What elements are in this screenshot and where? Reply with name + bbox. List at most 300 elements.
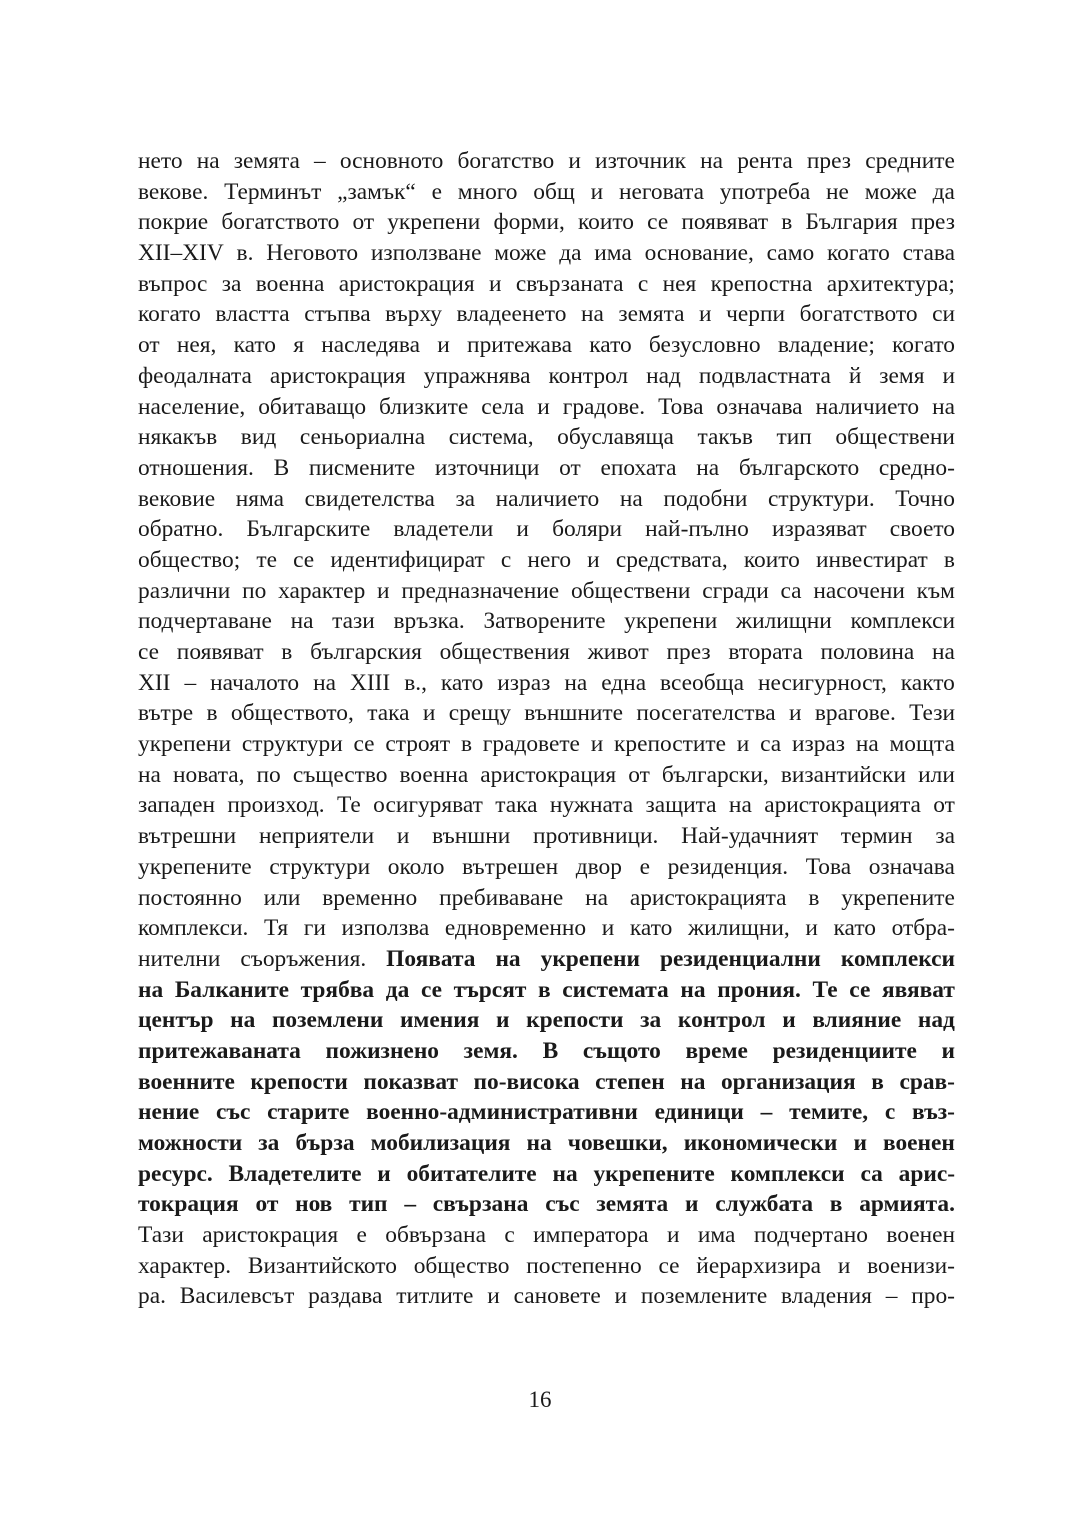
word: Това bbox=[658, 393, 704, 420]
word: такъв bbox=[697, 424, 753, 451]
word: ра. bbox=[138, 1283, 166, 1310]
word: към bbox=[916, 577, 955, 604]
word: и bbox=[377, 1160, 391, 1187]
word: свидетелства bbox=[304, 485, 435, 512]
text-line bbox=[138, 238, 955, 269]
word: архитектура; bbox=[826, 270, 955, 297]
word: жилищни bbox=[735, 608, 832, 635]
word: вид bbox=[240, 424, 277, 451]
body-text bbox=[138, 146, 955, 1312]
word: военен bbox=[883, 1130, 955, 1156]
word: бърза bbox=[295, 1130, 355, 1156]
word: е bbox=[639, 853, 650, 880]
text-line bbox=[138, 545, 955, 576]
word: си bbox=[932, 301, 955, 328]
word: Балканите bbox=[174, 976, 289, 1003]
word: структури bbox=[241, 731, 343, 758]
word: някакъв bbox=[138, 424, 218, 451]
word: нея, bbox=[176, 332, 217, 359]
word: на bbox=[230, 1007, 256, 1034]
word: живот bbox=[587, 639, 649, 665]
word: укрепените bbox=[138, 853, 252, 880]
word: най-пълно bbox=[645, 516, 749, 543]
word: комплекси bbox=[730, 1160, 845, 1187]
text-line bbox=[138, 698, 955, 729]
word: й bbox=[848, 362, 862, 389]
word: на bbox=[552, 1160, 578, 1187]
word: на bbox=[495, 945, 521, 972]
text-line bbox=[138, 883, 955, 914]
word: своето bbox=[889, 516, 955, 543]
word: вътре bbox=[138, 700, 194, 727]
word: и bbox=[587, 546, 600, 573]
word: от bbox=[559, 454, 581, 481]
word: нение bbox=[138, 1099, 200, 1126]
word: раздава bbox=[308, 1283, 383, 1310]
word: произход. bbox=[227, 792, 325, 819]
word: пребиваване bbox=[439, 884, 564, 911]
word: йерархизира bbox=[696, 1252, 822, 1279]
word: военна bbox=[399, 761, 469, 788]
word: притежаваната bbox=[138, 1037, 301, 1064]
word: сеньориална bbox=[299, 424, 426, 451]
word: българското bbox=[738, 454, 860, 481]
word: аристокрацията bbox=[629, 884, 787, 911]
word: земята bbox=[233, 148, 300, 174]
text-line bbox=[138, 852, 955, 883]
word: старите bbox=[267, 1099, 350, 1126]
word: военен bbox=[886, 1222, 955, 1249]
text-line bbox=[138, 1281, 955, 1312]
word: така bbox=[367, 700, 410, 727]
word: на bbox=[932, 639, 955, 665]
word: за bbox=[221, 270, 242, 297]
word: да bbox=[385, 976, 410, 1003]
word: богатството bbox=[221, 209, 340, 236]
word: и bbox=[377, 577, 390, 604]
word: резиденциите bbox=[772, 1037, 917, 1064]
text-line bbox=[138, 453, 955, 484]
word: и bbox=[568, 148, 581, 174]
word: тази bbox=[332, 608, 375, 635]
word: и bbox=[788, 700, 802, 727]
word: и bbox=[601, 915, 615, 942]
word: поземлени bbox=[271, 1007, 384, 1034]
word: средните bbox=[865, 148, 955, 174]
word: със bbox=[215, 1099, 251, 1126]
word: се bbox=[420, 976, 443, 1003]
word: които bbox=[578, 209, 634, 236]
text-line bbox=[138, 606, 955, 637]
word: постепенно bbox=[526, 1252, 642, 1279]
word: упражнява bbox=[423, 362, 531, 389]
word: израз bbox=[497, 669, 551, 696]
word: крепости bbox=[526, 1007, 624, 1034]
word: форми, bbox=[493, 209, 565, 236]
word: мобилизация bbox=[370, 1130, 511, 1156]
word: и bbox=[837, 1252, 851, 1279]
text-line bbox=[138, 576, 955, 607]
word: и bbox=[590, 731, 604, 758]
word: основното bbox=[339, 148, 444, 174]
word: рента bbox=[737, 148, 793, 174]
word: структури. bbox=[768, 485, 875, 512]
word: нов bbox=[295, 1191, 333, 1218]
word: основание, bbox=[644, 240, 754, 267]
word: те bbox=[256, 546, 277, 573]
word: да bbox=[932, 178, 955, 205]
word: се bbox=[658, 1252, 680, 1279]
word: не bbox=[826, 178, 849, 205]
word: градовете bbox=[482, 731, 580, 758]
word: военно-административни bbox=[366, 1099, 638, 1126]
word: изразяват bbox=[772, 516, 867, 543]
word: с bbox=[884, 1099, 896, 1126]
word: Затворените bbox=[483, 608, 606, 635]
word: са bbox=[760, 731, 782, 758]
word: комплекси. bbox=[138, 915, 249, 942]
word: израз bbox=[791, 731, 846, 758]
word: система, bbox=[448, 424, 534, 451]
word: от bbox=[255, 1191, 279, 1218]
word: про- bbox=[911, 1283, 955, 1310]
word: на bbox=[526, 1130, 552, 1156]
word: сановете bbox=[513, 1283, 601, 1310]
word: икономически bbox=[683, 1130, 838, 1156]
word: общество bbox=[413, 1252, 510, 1279]
word: инвестират bbox=[815, 546, 928, 573]
word: характер. bbox=[138, 1252, 232, 1279]
word: на bbox=[619, 485, 643, 512]
word: Българските bbox=[246, 516, 371, 543]
word: така bbox=[495, 792, 538, 819]
word: нужната bbox=[549, 792, 634, 819]
word: и bbox=[487, 1283, 500, 1310]
word: византийски bbox=[780, 761, 907, 788]
word: на bbox=[313, 669, 336, 696]
word: в. bbox=[236, 240, 254, 267]
word: структури bbox=[269, 853, 371, 880]
word: градове. bbox=[562, 393, 646, 420]
word: или bbox=[918, 761, 955, 788]
word: общ bbox=[533, 178, 575, 205]
word: въпрос bbox=[138, 270, 208, 297]
word: използва bbox=[341, 915, 430, 942]
word: население, bbox=[138, 393, 246, 420]
word: България bbox=[805, 209, 898, 236]
word: отношения. bbox=[138, 454, 254, 481]
text-line-bold bbox=[138, 1189, 955, 1220]
word: нея bbox=[662, 270, 697, 297]
word: укрепените bbox=[841, 884, 955, 911]
word: владения bbox=[781, 1283, 872, 1310]
word: западен bbox=[138, 792, 216, 819]
word: укрепени bbox=[138, 731, 232, 758]
word: контрол bbox=[548, 362, 629, 389]
word: противници. bbox=[533, 823, 659, 850]
word: появяват bbox=[176, 639, 264, 665]
word: военните bbox=[138, 1068, 235, 1095]
word: системата bbox=[562, 976, 669, 1003]
word: идентифицират bbox=[330, 546, 485, 573]
word: са bbox=[780, 577, 802, 604]
word: властта bbox=[215, 301, 290, 328]
word: Това bbox=[805, 853, 852, 880]
word: в bbox=[943, 546, 955, 573]
word: или bbox=[263, 884, 301, 911]
word: Тази bbox=[138, 1222, 184, 1249]
word: императора bbox=[533, 1222, 649, 1249]
word: пожизнено bbox=[325, 1037, 439, 1064]
word: укрепени bbox=[540, 945, 641, 972]
word: обитателите bbox=[406, 1160, 537, 1187]
word: като bbox=[833, 915, 876, 942]
word: вековие bbox=[138, 485, 216, 512]
word: въз- bbox=[912, 1099, 955, 1126]
word: обитаващо bbox=[258, 393, 367, 420]
word: владеенето bbox=[456, 301, 567, 328]
word: може bbox=[494, 240, 547, 267]
word: използване bbox=[370, 240, 482, 267]
word: над bbox=[917, 1007, 955, 1034]
word: над bbox=[646, 362, 681, 389]
word: като bbox=[233, 332, 276, 359]
word: е bbox=[356, 1222, 367, 1249]
word: я bbox=[293, 332, 304, 359]
word: Най-удачният bbox=[681, 823, 819, 850]
word: подчертано bbox=[753, 1222, 868, 1249]
word: новата, bbox=[172, 761, 245, 788]
word: с bbox=[637, 270, 649, 297]
text-line bbox=[138, 913, 955, 944]
word: началото bbox=[210, 669, 300, 696]
word: черпи bbox=[726, 301, 786, 328]
word: мощта bbox=[889, 731, 955, 758]
word: Тези bbox=[909, 700, 955, 727]
word: може bbox=[864, 178, 917, 205]
word: притежава bbox=[467, 332, 573, 359]
word: и bbox=[666, 1222, 680, 1249]
text-line-bold bbox=[138, 1128, 955, 1159]
text-line-bold bbox=[138, 1159, 955, 1190]
word: само bbox=[766, 240, 815, 267]
word: в bbox=[460, 731, 472, 758]
word: обвързана bbox=[385, 1222, 486, 1249]
word: контрол bbox=[677, 1007, 766, 1034]
word: както bbox=[900, 669, 955, 696]
word: аристокрация bbox=[202, 1222, 339, 1249]
text-line bbox=[138, 637, 955, 668]
word: средно- bbox=[878, 454, 955, 481]
word: и bbox=[805, 915, 818, 942]
word: и bbox=[684, 1191, 699, 1218]
word: Терминът bbox=[224, 178, 322, 205]
word: в bbox=[281, 639, 293, 665]
word: комплекси bbox=[840, 945, 955, 972]
word: има bbox=[697, 1222, 736, 1249]
word: резиденциални bbox=[660, 945, 821, 972]
word: земята bbox=[618, 301, 685, 328]
text-line bbox=[138, 361, 955, 392]
word: наличието bbox=[815, 393, 920, 420]
word: в., bbox=[404, 669, 427, 696]
word: Василевсът bbox=[179, 1283, 295, 1310]
word: Те bbox=[812, 976, 838, 1003]
word: аристокрация bbox=[269, 362, 406, 389]
word: като bbox=[629, 915, 673, 942]
word: писмените bbox=[308, 454, 416, 481]
word: външни bbox=[432, 823, 511, 850]
word: по-висока bbox=[473, 1068, 580, 1095]
word: подчертаване bbox=[138, 608, 272, 635]
text-line bbox=[138, 760, 955, 791]
word: покрие bbox=[138, 209, 209, 236]
word: през bbox=[806, 148, 852, 174]
word: влияние bbox=[812, 1007, 902, 1034]
word: източници bbox=[434, 454, 540, 481]
word: безусловно bbox=[648, 332, 761, 359]
word: богатство bbox=[457, 148, 555, 174]
word: подобни bbox=[663, 485, 748, 512]
word: обратно. bbox=[138, 516, 224, 543]
word: и bbox=[590, 178, 604, 205]
word: от bbox=[352, 209, 375, 236]
word: векове. bbox=[138, 178, 209, 205]
word: владение; bbox=[777, 332, 875, 359]
word: военна bbox=[255, 270, 325, 297]
word: като bbox=[440, 669, 484, 696]
word: има bbox=[594, 240, 632, 267]
word: Те bbox=[337, 792, 361, 819]
word: неприятели bbox=[258, 823, 375, 850]
word: на bbox=[580, 301, 604, 328]
word: обществения bbox=[439, 639, 570, 665]
word: за bbox=[455, 485, 476, 512]
word: на bbox=[138, 976, 164, 1003]
word: средствата, bbox=[615, 546, 728, 573]
word: тип bbox=[776, 424, 812, 451]
word: става bbox=[902, 240, 955, 267]
word: общество; bbox=[138, 546, 241, 573]
word: в bbox=[538, 976, 551, 1003]
word: организация bbox=[720, 1068, 856, 1095]
word: от bbox=[628, 761, 650, 788]
word: наследява bbox=[321, 332, 421, 359]
word: Появата bbox=[386, 945, 476, 972]
word: – bbox=[760, 1099, 773, 1126]
word: срав- bbox=[899, 1068, 955, 1095]
text-line bbox=[138, 1220, 955, 1251]
word: на bbox=[700, 148, 724, 174]
word: крепостите bbox=[614, 731, 727, 758]
word: да bbox=[559, 240, 582, 267]
word: на bbox=[680, 1068, 706, 1095]
word: няма bbox=[235, 485, 285, 512]
word: ги bbox=[303, 915, 326, 942]
word: темите, bbox=[789, 1099, 869, 1126]
word: укрепените bbox=[593, 1160, 715, 1187]
word: всеобща bbox=[660, 669, 744, 696]
word: и bbox=[736, 731, 750, 758]
word: на bbox=[932, 393, 955, 420]
text-line bbox=[138, 146, 955, 177]
word: стъпва bbox=[304, 301, 371, 328]
word: имения bbox=[399, 1007, 480, 1034]
word: тип bbox=[349, 1191, 388, 1218]
word: аристокрация bbox=[338, 270, 475, 297]
word: владетели bbox=[393, 516, 494, 543]
word: комплекси bbox=[850, 608, 955, 635]
word: укрепени bbox=[387, 209, 481, 236]
word: като bbox=[589, 332, 632, 359]
text-line-bold bbox=[138, 975, 955, 1006]
word: едновременно bbox=[444, 915, 587, 942]
word: и bbox=[699, 301, 712, 328]
word: за bbox=[935, 823, 955, 850]
word: поземлените bbox=[640, 1283, 768, 1310]
text-line bbox=[138, 422, 955, 453]
word: в bbox=[829, 1191, 843, 1218]
text-line-bold bbox=[138, 1005, 955, 1036]
word: на bbox=[680, 976, 706, 1003]
word: появяват bbox=[681, 209, 769, 236]
word: в bbox=[206, 700, 218, 727]
word: предназначение bbox=[401, 577, 560, 604]
word: Византийското bbox=[247, 1252, 397, 1279]
word: около bbox=[387, 853, 445, 880]
text-line bbox=[138, 668, 955, 699]
word: връзка. bbox=[393, 608, 465, 635]
text-line bbox=[138, 392, 955, 423]
word: можности bbox=[138, 1130, 243, 1156]
word: сгради bbox=[702, 577, 769, 604]
word: феодалната bbox=[138, 362, 252, 389]
word: села bbox=[481, 393, 525, 420]
word: посегателства bbox=[636, 700, 776, 727]
word: същото bbox=[582, 1037, 661, 1064]
word: титлите bbox=[396, 1283, 474, 1310]
word: означава bbox=[716, 393, 803, 420]
word: временно bbox=[322, 884, 418, 911]
word: – bbox=[184, 669, 197, 696]
word: същество bbox=[292, 761, 388, 788]
word: степен bbox=[595, 1068, 665, 1095]
word: вътрешни bbox=[138, 823, 237, 850]
word: за bbox=[640, 1007, 662, 1034]
word: резиденция. bbox=[667, 853, 789, 880]
word: – bbox=[404, 1191, 417, 1218]
word: неговата bbox=[618, 178, 704, 205]
word: по bbox=[242, 577, 267, 604]
word: „замък“ bbox=[337, 178, 416, 205]
word: обществени bbox=[570, 577, 691, 604]
word: токрация bbox=[138, 1191, 239, 1218]
word: трябва bbox=[300, 976, 375, 1003]
word: на bbox=[696, 454, 720, 481]
word: ресурс. bbox=[138, 1160, 213, 1187]
word: и bbox=[853, 1130, 867, 1156]
word: показват bbox=[363, 1068, 458, 1095]
word: по bbox=[256, 761, 281, 788]
word: наличието bbox=[495, 485, 600, 512]
text-line bbox=[138, 729, 955, 760]
text-line bbox=[138, 484, 955, 515]
word: втората bbox=[728, 639, 803, 665]
word: се bbox=[849, 976, 871, 1003]
word: епохата bbox=[600, 454, 677, 481]
word: него bbox=[527, 546, 572, 573]
word: Точно bbox=[895, 485, 955, 512]
